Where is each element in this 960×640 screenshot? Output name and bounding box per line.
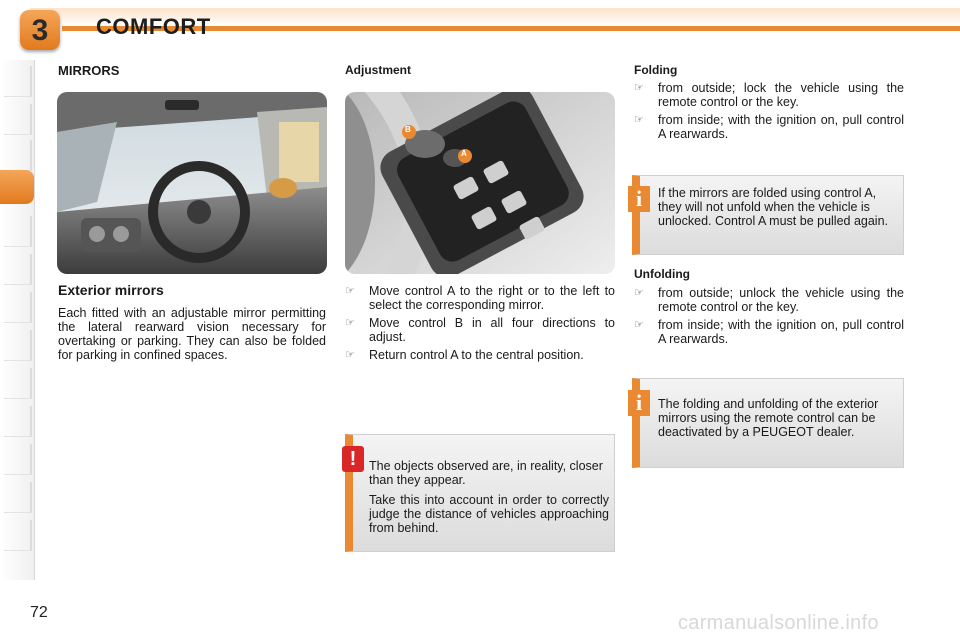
bullet-arrow-icon: ☞ xyxy=(634,287,644,299)
list-item: ☞ from outside; unlock the vehicle using the remote control or the key. xyxy=(634,286,904,314)
warning-text-2: Take this into account in order to correctly judge the distance of vehicles approaching from behind. xyxy=(369,493,609,535)
info-text-1: If the mirrors are folded using control A, they will not unfold when the vehicle is unlocked. Control A must be pulled again. xyxy=(658,186,889,228)
bullet-arrow-icon: ☞ xyxy=(634,82,644,94)
page-title: COMFORT xyxy=(96,14,211,39)
chapter-tab-5[interactable] xyxy=(4,216,32,247)
bullet-arrow-icon: ☞ xyxy=(345,349,355,361)
chapter-tab-7[interactable] xyxy=(4,292,32,323)
bullet-arrow-icon: ☞ xyxy=(634,319,644,331)
adjustment-list xyxy=(345,284,615,362)
folding-list xyxy=(634,81,904,141)
chapter-tab-13[interactable] xyxy=(4,520,32,551)
info-text-2: The folding and unfolding of the exterior mirrors using the remote control can be deactivated by a PEUGEOT dealer. xyxy=(658,397,879,439)
chapter-tab-8[interactable] xyxy=(4,330,32,361)
section-title: MIRRORS xyxy=(58,63,120,78)
list-item: ☞ Move control B in all four directions to adjust. xyxy=(345,316,615,344)
control-a-label: A xyxy=(461,149,467,158)
unfolding-list xyxy=(634,286,904,346)
exterior-mirrors-text: Each fitted with an adjustable mirror permitting the lateral rearward vision necessary for overtaking or parking. They can also be folded for parking in confined spaces. xyxy=(58,306,326,362)
chapter-number: 3 xyxy=(31,14,49,47)
chapter-tab-2[interactable] xyxy=(4,104,32,135)
list-item: ☞ from inside; with the ignition on, pull control A rearwards. xyxy=(634,113,904,141)
watermark: carmanualsonline.info xyxy=(678,612,879,634)
bullet-arrow-icon: ☞ xyxy=(345,317,355,329)
bullet-arrow-icon: ☞ xyxy=(634,114,644,126)
unfolding-heading: Unfolding xyxy=(634,267,690,281)
bullet-arrow-icon: ☞ xyxy=(345,285,355,297)
chapter-tab-active[interactable] xyxy=(0,170,34,204)
warning-text-1: The objects observed are, in reality, closer than they appear. xyxy=(369,459,603,487)
chapter-tab-10[interactable] xyxy=(4,406,32,437)
exterior-mirrors-heading: Exterior mirrors xyxy=(58,282,164,298)
chapter-tab-6[interactable] xyxy=(4,254,32,285)
list-item: ☞ from outside; lock the vehicle using the remote control or the key. xyxy=(634,81,904,109)
list-item: ☞ Return control A to the central position. xyxy=(345,348,584,362)
list-item: ☞ from inside; with the ignition on, pull control A rearwards. xyxy=(634,318,904,346)
interior-mirror-photo xyxy=(57,92,327,274)
info-icon: i xyxy=(628,186,650,212)
chapter-tab-12[interactable] xyxy=(4,482,32,513)
list-item: ☞ Move control A to the right or to the left to select the corresponding mirror. xyxy=(345,284,615,312)
door-control-photo xyxy=(345,92,615,274)
chapter-tab-9[interactable] xyxy=(4,368,32,399)
info-box-1 xyxy=(632,175,904,255)
folding-heading: Folding xyxy=(634,63,678,77)
control-b-label: B xyxy=(405,125,411,134)
info-icon: i xyxy=(628,390,650,416)
chapter-tab-1[interactable] xyxy=(4,66,32,97)
info-box-2 xyxy=(632,378,904,468)
page-number: 72 xyxy=(30,604,48,621)
adjustment-heading: Adjustment xyxy=(345,63,411,77)
chapter-tab-3[interactable] xyxy=(4,140,32,171)
chapter-tab-11[interactable] xyxy=(4,444,32,475)
warning-icon: ! xyxy=(342,446,364,472)
warning-box xyxy=(345,434,615,552)
